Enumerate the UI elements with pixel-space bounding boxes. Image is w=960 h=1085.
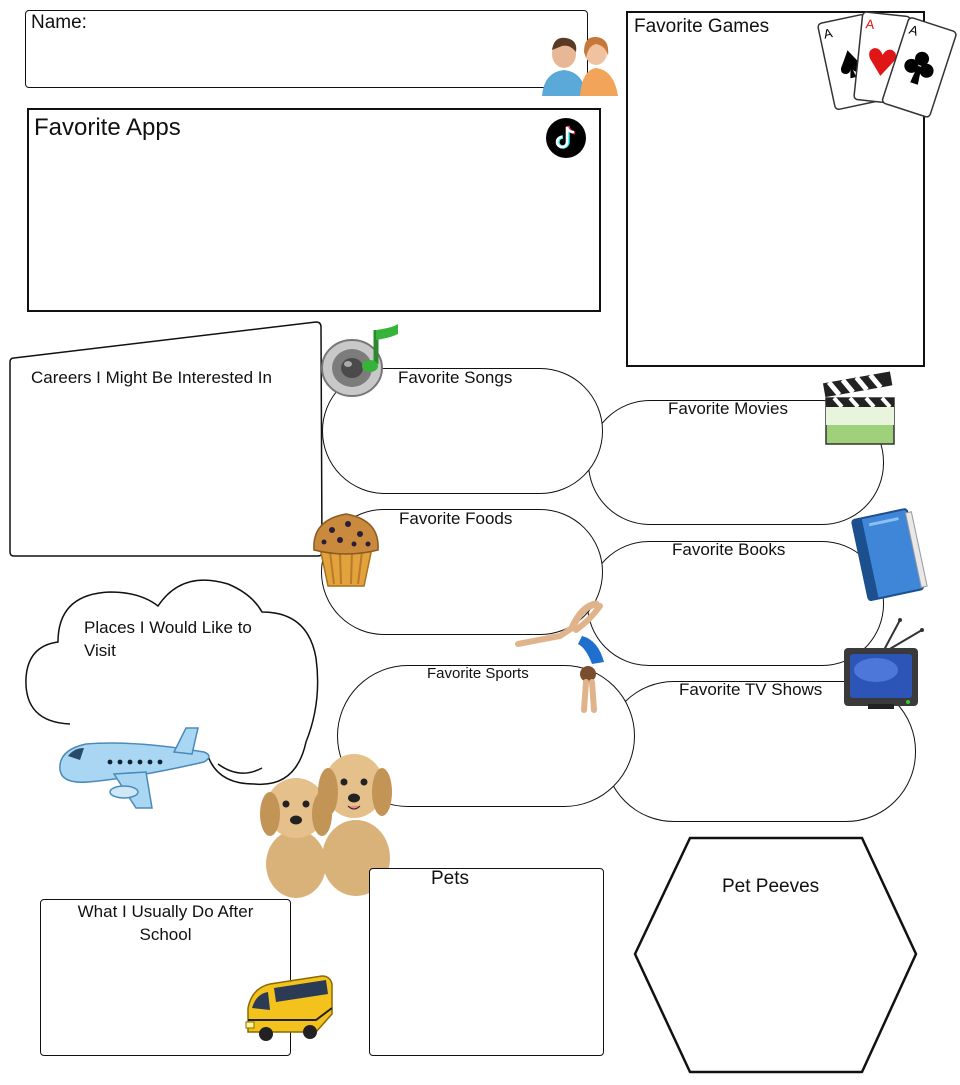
pet-peeves-hexagon[interactable] (630, 834, 920, 1076)
name-box[interactable] (25, 10, 588, 88)
favorite-games-label: Favorite Games (634, 16, 770, 37)
careers-box[interactable] (0, 318, 330, 563)
favorite-foods-label: Favorite Foods (399, 509, 513, 528)
favorite-movies-label: Favorite Movies (668, 399, 788, 418)
svg-text:A: A (864, 16, 876, 32)
svg-text:A: A (822, 25, 834, 42)
name-label: Name: (31, 12, 87, 33)
airplane-icon (54, 726, 216, 810)
places-label: Places I Would Like to Visit (84, 618, 252, 660)
clapperboard-icon (822, 370, 898, 446)
pet-peeves-label: Pet Peeves (722, 876, 820, 897)
pets-box[interactable] (369, 868, 604, 1056)
favorite-tv-shows-label: Favorite TV Shows (679, 680, 823, 699)
pets-label: Pets (431, 868, 470, 889)
gymnast-icon (512, 600, 616, 712)
favorite-songs-label: Favorite Songs (398, 368, 513, 387)
book-icon (846, 508, 928, 604)
people-icon (540, 32, 620, 98)
svg-text:A: A (907, 21, 921, 39)
favorite-books-label: Favorite Books (672, 540, 786, 559)
tiktok-icon (546, 118, 586, 158)
favorite-sports-label: Favorite Sports (427, 665, 529, 682)
careers-label: Careers I Might Be Interested In (31, 368, 272, 387)
favorite-apps-label: Favorite Apps (34, 114, 181, 141)
tv-icon (842, 618, 924, 712)
music-speaker-icon (320, 322, 402, 398)
playing-cards-icon (814, 6, 960, 128)
after-school-label: What I Usually Do After School (77, 902, 254, 944)
school-bus-icon (244, 970, 336, 1044)
